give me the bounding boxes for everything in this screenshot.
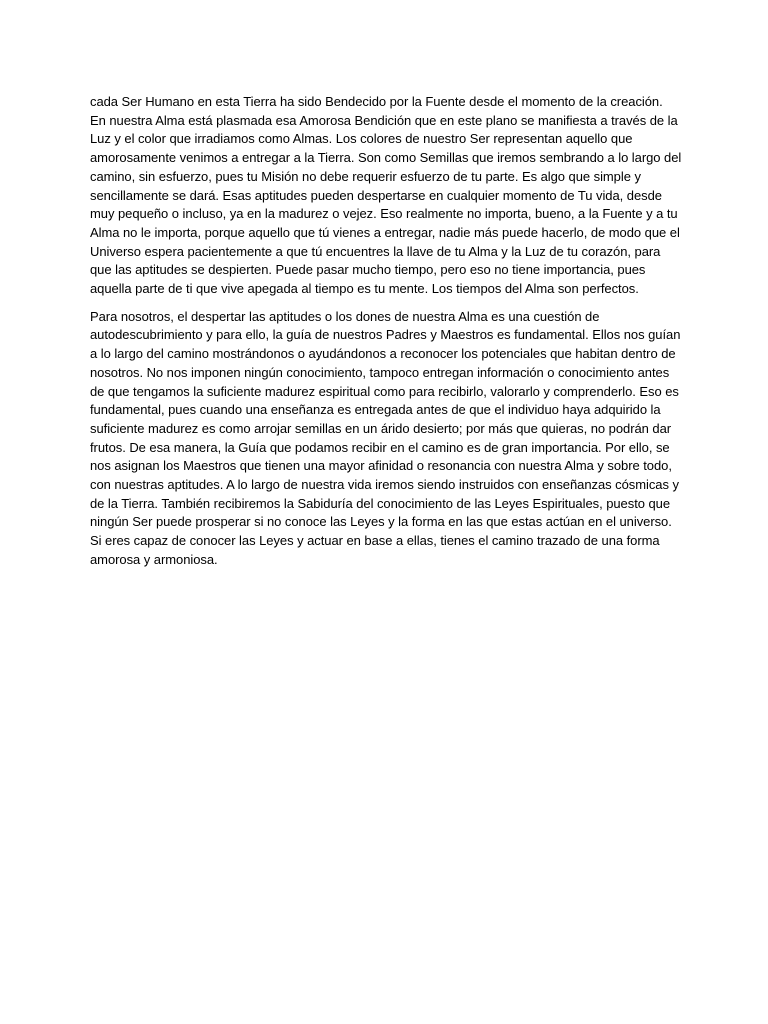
document-body (90, 93, 682, 579)
paragraph-1: cada Ser Humano en esta Tierra ha sido Bendecido por la Fuente desde el momento de la creación. En nuestra Alma está plasmada esa Amorosa Bendición que en este plano se manifiesta a través de la Luz y el color que irradiamos como Almas. Los colores de nuestro Ser representan aquello que amorosamente venimos a entregar a la Tierra. Son como Semillas que iremos sembrando a lo largo del camino, sin esfuerzo, pues tu Misión no debe requerir esfuerzo de tu parte. Es algo que simple y sencillamente se dará. Esas aptitudes pueden despertarse en cualquier momento de Tu vida, desde muy pequeño o incluso, ya en la madurez o vejez. Eso realmente no importa, bueno, a la Fuente y a tu Alma no le importa, porque aquello que tú vienes a entregar, nadie más puede hacerlo, de modo que el Universo espera pacientemente a que tú encuentres la llave de tu Alma y la Luz de tu corazón, para que las aptitudes se despierten. Puede pasar mucho tiempo, pero eso no tiene importancia, pues aquella parte de ti que vive apegada al tiempo es tu mente. Los tiempos del Alma son perfectos. (90, 94, 682, 297)
paragraph-2: Para nosotros, el despertar las aptitudes o los dones de nuestra Alma es una cuestión de autodescubrimiento y para ello, la guía de nuestros Padres y Maestros es fundamental. Ellos nos guían a lo largo del camino mostrándonos o ayudándonos a reconocer los potenciales que habitan dentro de nosotros. No nos imponen ningún conocimiento, tampoco entregan información o conocimiento antes de que tengamos la suficiente madurez espiritual como para recibirlo, valorarlo y comprenderlo. Eso es fundamental, pues cuando una enseñanza es entregada antes de que el individuo haya adquirido la suficiente madurez es como arrojar semillas en un árido desierto; por más que quieras, no podrán dar frutos. De esa manera, la Guía que podamos recibir en el camino es de gran importancia. Por ello, se nos asignan los Maestros que tienen una mayor afinidad o resonancia con nuestra Alma y sobre todo, con nuestras aptitudes. A lo largo de nuestra vida iremos siendo instruidos con enseñanzas cósmicas y de la Tierra. También recibiremos la Sabiduría del conocimiento de las Leyes Espirituales, puesto que ningún Ser puede prosperar si no conoce las Leyes y la forma en las que estas actúan en el universo. Si eres capaz de conocer las Leyes y actuar en base a ellas, tienes el camino trazado de una forma amorosa y armoniosa. (90, 308, 681, 567)
